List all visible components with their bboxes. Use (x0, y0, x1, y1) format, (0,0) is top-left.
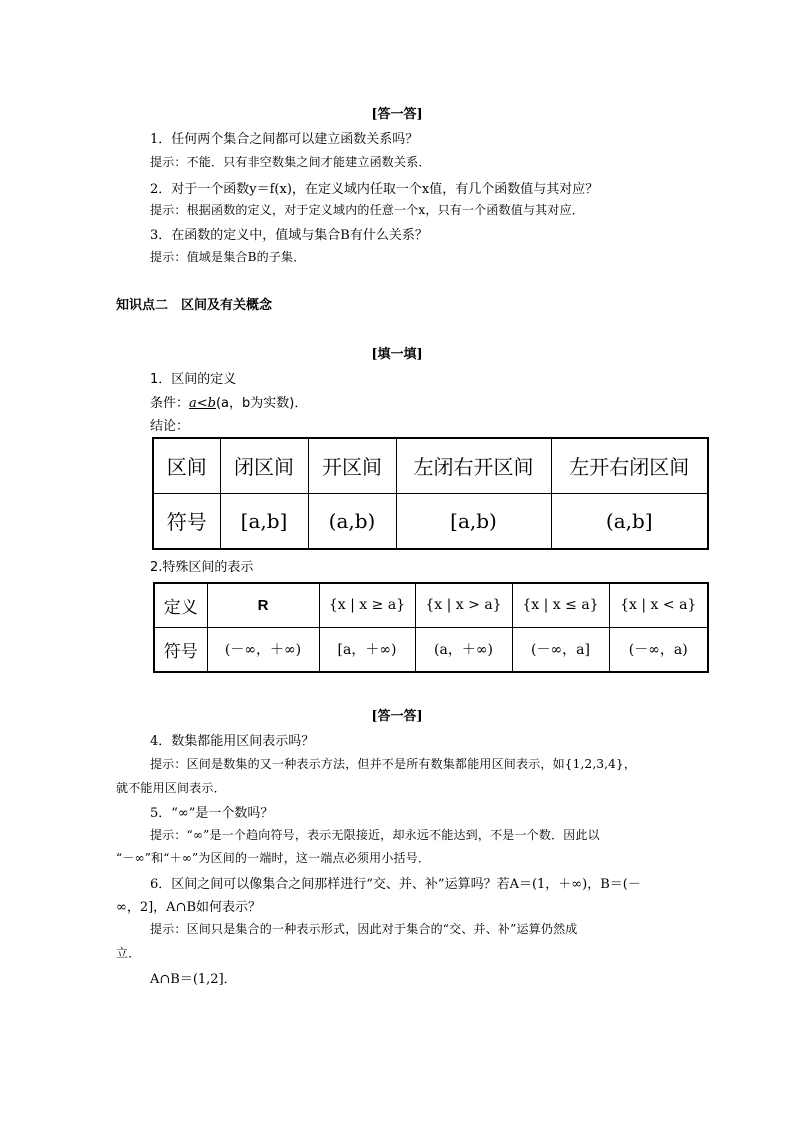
symbol-cell: [a，＋∞) (319, 627, 415, 672)
section-title: 知识点二 区间及有关概念 (116, 298, 273, 313)
conclusion-label: 结论： (150, 419, 190, 434)
table-header-cell: 左闭右开区间 (396, 438, 551, 493)
question-5: 5．“∞”是一个数吗？ (150, 806, 274, 821)
condition-suffix: (a，b为实数)． (215, 396, 308, 411)
symbol-cell: (－∞，a) (609, 627, 708, 672)
table-header-cell: 闭区间 (220, 438, 308, 493)
table-header-cell: 定义 (154, 583, 207, 627)
table-header-cell: {x | x < a} (609, 583, 708, 627)
table-row (153, 438, 708, 493)
question-6-cont: ∞，2]，A∩B如何表示？ (116, 900, 262, 915)
symbol-cell: [a,b] (220, 493, 308, 549)
answer-6-result: A∩B＝(1,2]． (150, 972, 237, 987)
symbol-cell: (－∞，a] (512, 627, 609, 672)
hint-3: 提示：值域是集合B的子集． (150, 250, 306, 264)
hint-2: 提示：根据函数的定义，对于定义域内的任意一个x，只有一个函数值与其对应． (150, 203, 584, 217)
item-interval-definition: 1．区间的定义 (150, 372, 237, 387)
question-4: 4．数集都能用区间表示吗？ (150, 734, 315, 749)
condition-prefix: 条件： (150, 396, 190, 411)
row-label: 符号 (154, 627, 207, 672)
table-header-cell: {x | x ≥ a} (319, 583, 415, 627)
fill-header: [填一填] (371, 347, 423, 362)
table-header-cell: {x | x > a} (415, 583, 512, 627)
item-special-intervals: 2.特殊区间的表示 (150, 560, 254, 575)
hint-6: 提示：区间只是集合的一种表示形式，因此对于集合的“交、并、补”运算仍然成 (150, 922, 578, 936)
special-interval-table (153, 582, 709, 673)
row-label: 符号 (153, 493, 220, 549)
interval-definition-table (152, 437, 709, 550)
table-row (154, 583, 708, 627)
question-3: 3．在函数的定义中，值域与集合B有什么关系？ (150, 228, 428, 243)
table-header-cell: 左开右闭区间 (551, 438, 708, 493)
symbol-cell: (－∞，＋∞) (207, 627, 319, 672)
hint-6-cont: 立． (116, 946, 141, 960)
symbol-cell: (a,b] (551, 493, 708, 549)
hint-5-cont: “－∞”和“＋∞”为区间的一端时，这一端点必须用小括号． (116, 851, 431, 865)
hint-1: 提示：不能．只有非空数集之间才能建立函数关系． (150, 155, 431, 169)
hint-5: 提示：“∞”是一个趋向符号，表示无限接近，却永远不能达到，不是一个数．因此以 (150, 828, 600, 842)
table-row (153, 493, 708, 549)
table-header-cell: 开区间 (308, 438, 396, 493)
symbol-cell: (a，＋∞) (415, 627, 512, 672)
question-2: 2．对于一个函数y＝f(x)，在定义域内任取一个x值，有几个函数值与其对应？ (150, 182, 599, 197)
table-header-cell: {x | x ≤ a} (512, 583, 609, 627)
answer-header-1: [答一答] (371, 107, 423, 122)
question-6: 6．区间之间可以像集合之间那样进行“交、并、补”运算吗？若A＝(1，＋∞)，B＝(－ (150, 877, 641, 892)
table-header-cell: R (207, 583, 319, 627)
symbol-cell: [a,b) (396, 493, 551, 549)
hint-4: 提示：区间是数集的又一种表示方法，但并不是所有数集都能用区间表示，如{1,2,3,4}， (150, 757, 637, 771)
condition-line (150, 392, 307, 411)
answer-header-2: [答一答] (371, 709, 423, 724)
table-row (154, 627, 708, 672)
question-1: 1．任何两个集合之间都可以建立函数关系吗？ (150, 132, 419, 147)
symbol-cell: (a,b) (308, 493, 396, 549)
table-header-cell: 区间 (153, 438, 220, 493)
condition-blank: a<b (189, 396, 216, 411)
hint-4-cont: 就不能用区间表示． (116, 781, 226, 795)
